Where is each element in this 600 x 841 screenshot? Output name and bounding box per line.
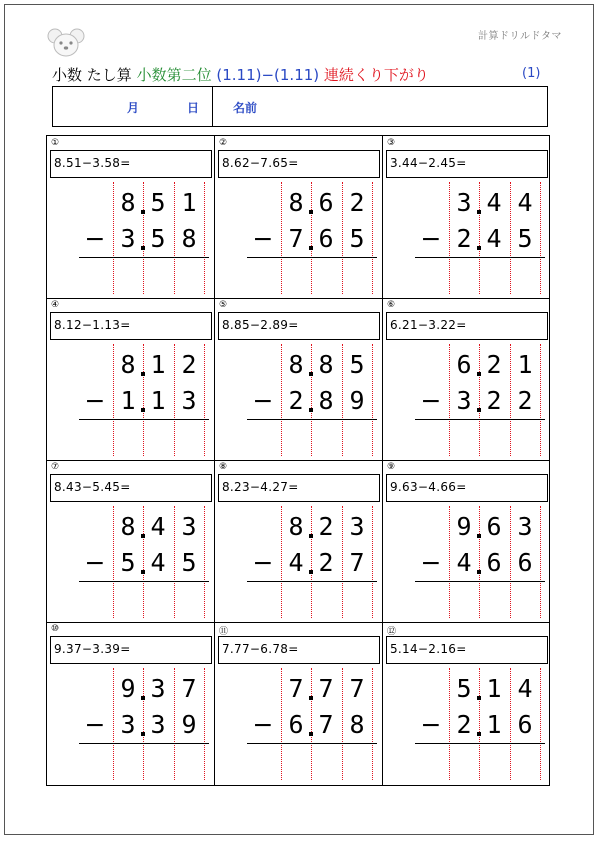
minuend-digit: 3 bbox=[517, 512, 533, 541]
decimal-point bbox=[477, 372, 481, 376]
subtrahend-digit: 1 bbox=[150, 386, 166, 415]
problem-number: ⑦ bbox=[51, 462, 60, 472]
problem-expression: 8.85−2.89= bbox=[218, 312, 380, 340]
decimal-point bbox=[141, 246, 145, 250]
problem-cell bbox=[215, 298, 383, 460]
column-guide-line bbox=[540, 506, 541, 618]
minuend-digit: 6 bbox=[486, 512, 502, 541]
subtrahend-digit: 7 bbox=[288, 224, 304, 253]
minuend-digit: 8 bbox=[288, 188, 304, 217]
decimal-point bbox=[477, 408, 481, 412]
subtrahend-digit: 8 bbox=[181, 224, 197, 253]
problem-cell bbox=[47, 622, 215, 784]
decimal-point bbox=[141, 732, 145, 736]
answer-line bbox=[79, 581, 209, 582]
answer-line bbox=[79, 419, 209, 420]
subtrahend-digit: 4 bbox=[150, 548, 166, 577]
minuend-digit: 4 bbox=[150, 512, 166, 541]
subtrahend-digit: 6 bbox=[486, 548, 502, 577]
subtrahend-digit: 6 bbox=[517, 710, 533, 739]
minuend-digit: 1 bbox=[181, 188, 197, 217]
problem-expression: 6.21−3.22= bbox=[386, 312, 548, 340]
problem-expression: 8.43−5.45= bbox=[50, 474, 212, 502]
decimal-point bbox=[309, 696, 313, 700]
decimal-point bbox=[309, 570, 313, 574]
subtrahend-digit: 3 bbox=[120, 710, 136, 739]
decimal-point bbox=[309, 246, 313, 250]
column-guide-line bbox=[372, 506, 373, 618]
subtrahend-digit: 2 bbox=[517, 386, 533, 415]
minus-sign: − bbox=[420, 710, 442, 739]
subtrahend-digit: 7 bbox=[349, 548, 365, 577]
title-part-format: (1.11)−(1.11) bbox=[216, 66, 320, 84]
subtrahend-digit: 4 bbox=[486, 224, 502, 253]
problem-cell bbox=[383, 460, 551, 622]
problem-number: ② bbox=[219, 138, 228, 148]
title-part-level: 小数第二位 bbox=[136, 66, 212, 84]
problem-expression: 8.23−4.27= bbox=[218, 474, 380, 502]
minuend-digit: 3 bbox=[349, 512, 365, 541]
problem-cell bbox=[47, 298, 215, 460]
subtrahend-digit: 2 bbox=[456, 224, 472, 253]
subtrahend-digit: 9 bbox=[181, 710, 197, 739]
minus-sign: − bbox=[84, 548, 106, 577]
problem-number: ④ bbox=[51, 300, 60, 310]
title-part-operation: 小数 たし算 bbox=[52, 66, 132, 84]
minuend-digit: 8 bbox=[120, 188, 136, 217]
problem-number: ⑥ bbox=[387, 300, 396, 310]
subtrahend-digit: 2 bbox=[318, 548, 334, 577]
problem-number: ⑧ bbox=[219, 462, 228, 472]
subtrahend-digit: 3 bbox=[150, 710, 166, 739]
minuend-digit: 1 bbox=[486, 674, 502, 703]
problem-cell bbox=[215, 136, 383, 298]
minuend-digit: 2 bbox=[349, 188, 365, 217]
brand-label: 計算ドリルドタマ bbox=[478, 31, 562, 42]
answer-line bbox=[79, 257, 209, 258]
minuend-digit: 5 bbox=[456, 674, 472, 703]
decimal-point bbox=[309, 408, 313, 412]
problem-number: ⑨ bbox=[387, 462, 396, 472]
subtrahend-digit: 5 bbox=[150, 224, 166, 253]
minus-sign: − bbox=[420, 224, 442, 253]
subtrahend-digit: 8 bbox=[349, 710, 365, 739]
subtrahend-digit: 4 bbox=[288, 548, 304, 577]
column-guide-line bbox=[540, 668, 541, 780]
answer-line bbox=[247, 743, 377, 744]
subtrahend-digit: 5 bbox=[517, 224, 533, 253]
problem-expression: 8.12−1.13= bbox=[50, 312, 212, 340]
problem-expression: 5.14−2.16= bbox=[386, 636, 548, 664]
problem-number: ⑪ bbox=[219, 627, 229, 637]
answer-line bbox=[79, 743, 209, 744]
title-part-type: 連続くり下がり bbox=[323, 66, 429, 84]
minuend-digit: 7 bbox=[349, 674, 365, 703]
minuend-digit: 8 bbox=[318, 350, 334, 379]
column-guide-line bbox=[204, 506, 205, 618]
decimal-point bbox=[309, 372, 313, 376]
minus-sign: − bbox=[252, 386, 274, 415]
mouse-logo-icon bbox=[47, 27, 85, 57]
name-label: 名前 bbox=[233, 101, 258, 115]
subtrahend-digit: 2 bbox=[456, 710, 472, 739]
day-label: 日 bbox=[187, 101, 200, 115]
subtrahend-digit: 6 bbox=[288, 710, 304, 739]
decimal-point bbox=[141, 372, 145, 376]
minuend-digit: 9 bbox=[120, 674, 136, 703]
problem-cell bbox=[215, 460, 383, 622]
minuend-digit: 6 bbox=[456, 350, 472, 379]
problem-cell bbox=[215, 622, 383, 784]
sheet-number: (1) bbox=[522, 66, 541, 81]
subtrahend-digit: 1 bbox=[486, 710, 502, 739]
minuend-digit: 4 bbox=[486, 188, 502, 217]
minuend-digit: 1 bbox=[150, 350, 166, 379]
problem-number: ⑫ bbox=[387, 627, 397, 637]
column-guide-line bbox=[204, 668, 205, 780]
problem-cell bbox=[383, 622, 551, 784]
minus-sign: − bbox=[84, 386, 106, 415]
minuend-digit: 7 bbox=[318, 674, 334, 703]
minuend-digit: 5 bbox=[150, 188, 166, 217]
answer-line bbox=[415, 581, 545, 582]
subtrahend-digit: 5 bbox=[349, 224, 365, 253]
minuend-digit: 7 bbox=[288, 674, 304, 703]
decimal-point bbox=[141, 534, 145, 538]
column-guide-line bbox=[372, 668, 373, 780]
minuend-digit: 8 bbox=[120, 512, 136, 541]
decimal-point bbox=[477, 696, 481, 700]
decimal-point bbox=[477, 732, 481, 736]
answer-line bbox=[415, 419, 545, 420]
minuend-digit: 3 bbox=[150, 674, 166, 703]
minuend-digit: 8 bbox=[288, 350, 304, 379]
subtrahend-digit: 9 bbox=[349, 386, 365, 415]
problem-expression: 8.51−3.58= bbox=[50, 150, 212, 178]
minuend-digit: 4 bbox=[517, 188, 533, 217]
header-box bbox=[52, 86, 548, 127]
subtrahend-digit: 1 bbox=[120, 386, 136, 415]
problem-expression: 8.62−7.65= bbox=[218, 150, 380, 178]
subtrahend-digit: 5 bbox=[181, 548, 197, 577]
column-guide-line bbox=[372, 344, 373, 456]
minuend-digit: 6 bbox=[318, 188, 334, 217]
problem-cell bbox=[47, 136, 215, 298]
column-guide-line bbox=[540, 182, 541, 294]
minus-sign: − bbox=[252, 548, 274, 577]
subtrahend-digit: 4 bbox=[456, 548, 472, 577]
subtrahend-digit: 6 bbox=[318, 224, 334, 253]
minuend-digit: 2 bbox=[318, 512, 334, 541]
problem-grid bbox=[46, 135, 550, 786]
worksheet-title bbox=[52, 64, 429, 85]
minuend-digit: 3 bbox=[456, 188, 472, 217]
decimal-point bbox=[309, 210, 313, 214]
minus-sign: − bbox=[252, 224, 274, 253]
decimal-point bbox=[477, 210, 481, 214]
subtrahend-digit: 7 bbox=[318, 710, 334, 739]
minus-sign: − bbox=[84, 224, 106, 253]
problem-expression: 9.63−4.66= bbox=[386, 474, 548, 502]
minuend-digit: 8 bbox=[288, 512, 304, 541]
minus-sign: − bbox=[420, 386, 442, 415]
minus-sign: − bbox=[252, 710, 274, 739]
minus-sign: − bbox=[84, 710, 106, 739]
minuend-digit: 2 bbox=[181, 350, 197, 379]
minuend-digit: 5 bbox=[349, 350, 365, 379]
problem-number: ③ bbox=[387, 138, 396, 148]
subtrahend-digit: 2 bbox=[288, 386, 304, 415]
subtrahend-digit: 5 bbox=[120, 548, 136, 577]
subtrahend-digit: 3 bbox=[120, 224, 136, 253]
decimal-point bbox=[141, 408, 145, 412]
decimal-point bbox=[141, 210, 145, 214]
subtrahend-digit: 3 bbox=[181, 386, 197, 415]
minuend-digit: 1 bbox=[517, 350, 533, 379]
minuend-digit: 8 bbox=[120, 350, 136, 379]
subtrahend-digit: 8 bbox=[318, 386, 334, 415]
problem-expression: 7.77−6.78= bbox=[218, 636, 380, 664]
column-guide-line bbox=[204, 182, 205, 294]
minus-sign: − bbox=[420, 548, 442, 577]
problem-expression: 9.37−3.39= bbox=[50, 636, 212, 664]
answer-line bbox=[415, 257, 545, 258]
minuend-digit: 9 bbox=[456, 512, 472, 541]
minuend-digit: 3 bbox=[181, 512, 197, 541]
subtrahend-digit: 6 bbox=[517, 548, 533, 577]
decimal-point bbox=[477, 534, 481, 538]
problem-cell bbox=[383, 136, 551, 298]
column-guide-line bbox=[540, 344, 541, 456]
answer-line bbox=[247, 581, 377, 582]
minuend-digit: 7 bbox=[181, 674, 197, 703]
column-guide-line bbox=[204, 344, 205, 456]
subtrahend-digit: 3 bbox=[456, 386, 472, 415]
decimal-point bbox=[141, 570, 145, 574]
month-label: 月 bbox=[127, 101, 140, 115]
minuend-digit: 4 bbox=[517, 674, 533, 703]
decimal-point bbox=[477, 246, 481, 250]
column-guide-line bbox=[372, 182, 373, 294]
problem-number: ① bbox=[51, 138, 60, 148]
problem-cell bbox=[47, 460, 215, 622]
answer-line bbox=[247, 419, 377, 420]
decimal-point bbox=[309, 732, 313, 736]
decimal-point bbox=[141, 696, 145, 700]
problem-expression: 3.44−2.45= bbox=[386, 150, 548, 178]
decimal-point bbox=[477, 570, 481, 574]
decimal-point bbox=[309, 534, 313, 538]
problem-number: ⑩ bbox=[51, 624, 60, 634]
problem-number: ⑤ bbox=[219, 300, 228, 310]
minuend-digit: 2 bbox=[486, 350, 502, 379]
answer-line bbox=[415, 743, 545, 744]
header-divider bbox=[212, 87, 213, 126]
subtrahend-digit: 2 bbox=[486, 386, 502, 415]
answer-line bbox=[247, 257, 377, 258]
problem-cell bbox=[383, 298, 551, 460]
